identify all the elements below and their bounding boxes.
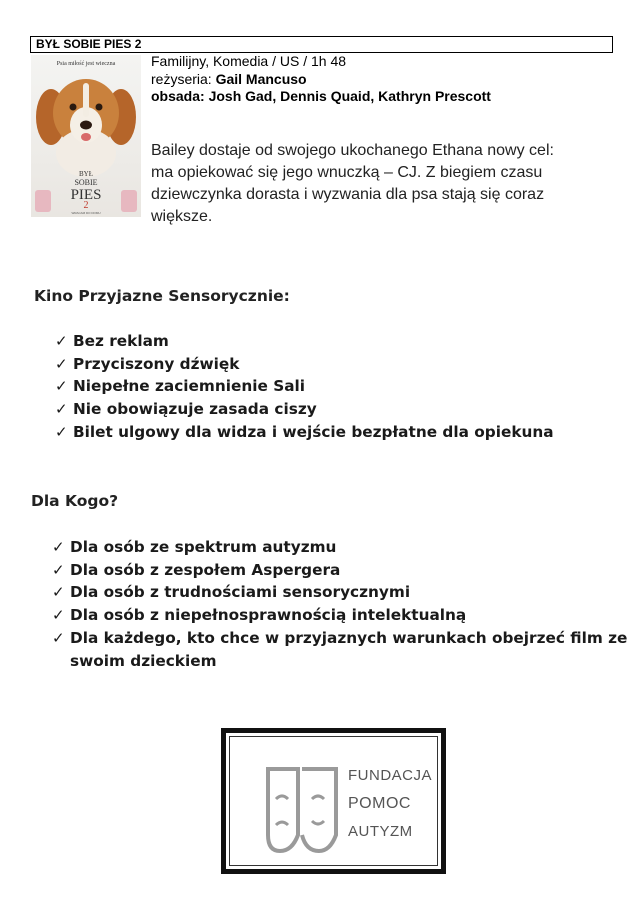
cast-text: obsada: Josh Gad, Dennis Quaid, Kathryn Prescott <box>151 88 491 104</box>
check-icon: ✓ <box>52 606 65 625</box>
theatre-masks-icon <box>262 765 342 855</box>
sensory-list <box>55 330 554 444</box>
list-item <box>55 398 554 421</box>
check-icon: ✓ <box>55 400 68 419</box>
poster-number: 2 <box>83 200 89 211</box>
film-meta <box>151 53 491 106</box>
logo-line-fundacja: FUNDACJA <box>348 767 433 784</box>
list-item <box>52 627 627 672</box>
check-icon: ✓ <box>55 354 68 373</box>
poster-title-line2: SOBIE <box>74 178 98 187</box>
poster-tagline: Psia miłość jest wieczna <box>56 61 116 67</box>
director-name: Gail Mancuso <box>215 70 307 87</box>
list-item-text: Dla każdego, kto chce w przyjaznych warunkach obejrzeć film ze <box>70 628 628 647</box>
check-icon: ✓ <box>55 422 68 441</box>
list-item <box>52 559 627 582</box>
foundation-logo <box>221 728 446 874</box>
description-line: Bailey dostaje od swojego ukochanego Ethana nowy cel: <box>151 142 554 159</box>
logo-line-autyzm: AUTYZM <box>348 823 413 840</box>
list-item-text: Dla osób z trudnościami sensorycznymi <box>70 583 411 602</box>
list-item-text: Nie obowiązuje zasada ciszy <box>73 400 317 419</box>
check-icon: ✓ <box>52 628 65 647</box>
sensory-heading: Kino Przyjazne Sensorycznie: <box>34 287 290 305</box>
description-line: większe. <box>151 208 213 225</box>
description-line: ma opiekować się jego wnuczką – CJ. Z biegiem czasu <box>151 164 543 181</box>
logo-line-pomoc: POMOC <box>348 795 411 812</box>
poster-subtitle: WRACAM DO DOMU <box>71 211 101 215</box>
cast-line <box>151 88 491 106</box>
poster-title-line3: PIES <box>70 187 102 203</box>
check-icon: ✓ <box>52 583 65 602</box>
director-line <box>151 71 491 89</box>
check-icon: ✓ <box>55 332 68 350</box>
check-icon: ✓ <box>52 538 65 556</box>
description-line: dziewczynka dorasta i wyzwania dla psa stają się coraz <box>151 186 545 203</box>
list-item <box>55 353 554 376</box>
check-icon: ✓ <box>55 377 68 396</box>
list-item-text: Dla osób z zespołem Aspergera <box>70 560 341 579</box>
list-item <box>52 581 627 604</box>
audience-list <box>52 536 627 672</box>
list-item <box>52 536 627 559</box>
audience-heading: Dla Kogo? <box>31 492 119 510</box>
list-item-text: Dla osób z niepełnosprawnością intelektualną <box>70 606 467 625</box>
logo-frame <box>229 736 438 866</box>
check-icon: ✓ <box>52 560 65 579</box>
movie-poster <box>31 55 141 217</box>
list-item <box>55 421 554 444</box>
list-item-text: Bez reklam <box>73 332 169 350</box>
list-item-text-continued: swoim dzieckiem <box>70 651 217 670</box>
list-item <box>55 375 554 398</box>
list-item-text: Dla osób ze spektrum autyzmu <box>70 538 337 556</box>
list-item <box>55 330 554 353</box>
list-item <box>52 604 627 627</box>
poster-illustration <box>31 55 141 217</box>
film-title: BYŁ SOBIE PIES 2 <box>30 36 613 53</box>
list-item-text: Niepełne zaciemnienie Sali <box>73 377 306 396</box>
director-label: reżyseria: <box>151 70 216 87</box>
poster-title-line1: BYŁ <box>79 170 93 178</box>
list-item-text: Bilet ulgowy dla widza i wejście bezpłatne dla opiekuna <box>73 422 554 441</box>
film-description <box>151 140 596 228</box>
list-item-text: Przyciszony dźwięk <box>73 354 240 373</box>
genre-line: Familijny, Komedia / US / 1h 48 <box>151 53 347 69</box>
